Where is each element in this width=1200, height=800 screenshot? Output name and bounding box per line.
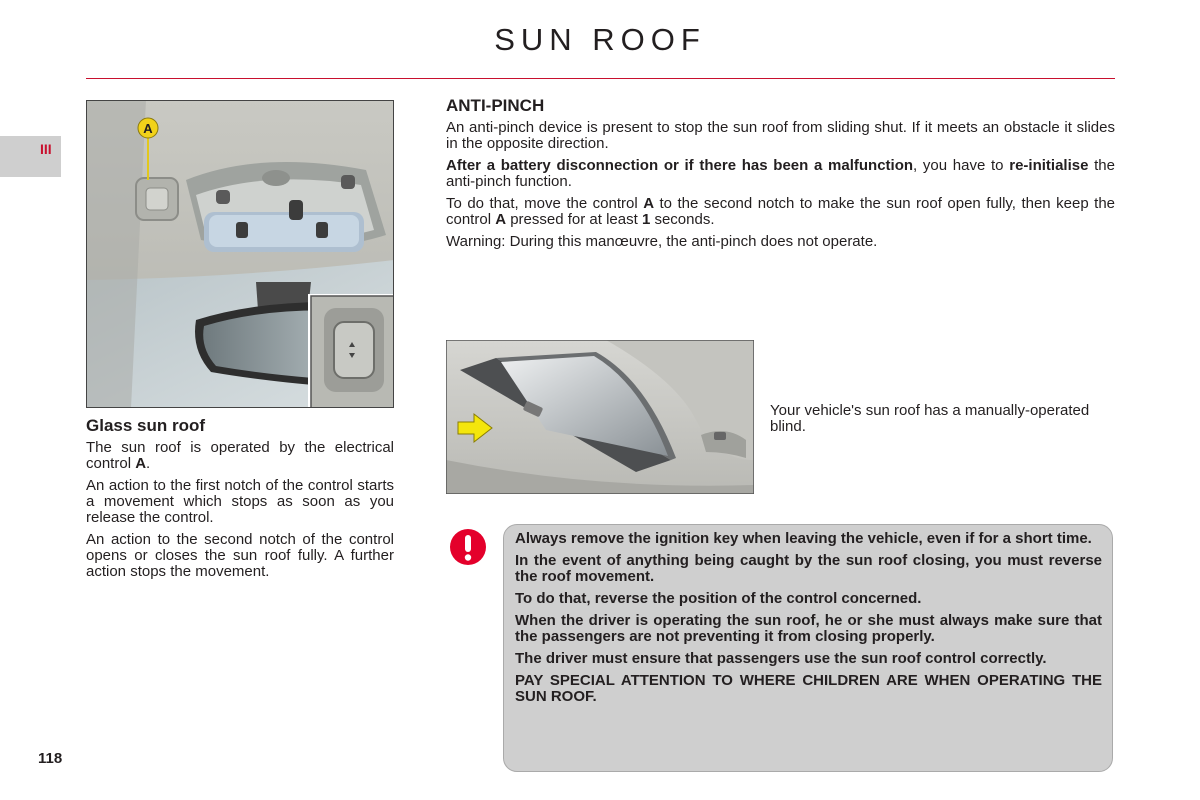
sun-roof-blind-photo xyxy=(446,340,754,494)
anti-pinch-heading: ANTI-PINCH xyxy=(446,96,545,115)
exclamation-warning-icon xyxy=(449,528,487,566)
blind-caption: Your vehicle's sun roof has a manually-operated blind. xyxy=(770,402,1090,435)
page-number: 118 xyxy=(38,750,63,767)
glass-sun-roof-heading: Glass sun roof xyxy=(86,416,206,435)
anti-pinch-para-1: An anti-pinch device is present to stop the sun roof from sliding shut. If it meets an obstacle it slides in the opposite direction. xyxy=(446,119,1115,152)
glass-sun-roof-para-3: An action to the second notch of the control opens or closes the sun roof fully. A further action stops the movement. xyxy=(86,531,394,580)
warning-line-5: The driver must ensure that passengers use the sun roof control correctly. xyxy=(515,650,1047,667)
warning-line-2: In the event of anything being caught by the sun roof closing, you must reverse the roof movement. xyxy=(515,552,1102,585)
anti-pinch-para-3: To do that, move the control A to the second notch to make the sun roof open fully, then keep the control A pressed for at least 1 seconds. xyxy=(446,195,1115,228)
anti-pinch-para-2: After a battery disconnection or if there has been a malfunction, you have to re-initialise the anti-pinch function. xyxy=(446,157,1115,190)
warning-line-3: To do that, reverse the position of the control concerned. xyxy=(515,590,922,607)
warning-line-6: PAY SPECIAL ATTENTION TO WHERE CHILDREN ARE WHEN OPERATING THE SUN ROOF. xyxy=(515,672,1102,705)
warning-line-4: When the driver is operating the sun roof, he or she must always make sure that the passengers are not preventing it from closing properly. xyxy=(515,612,1102,645)
chapter-tab xyxy=(0,136,61,177)
warning-box xyxy=(503,524,1113,772)
chapter-number: III xyxy=(40,141,52,157)
page-title: SUN ROOF xyxy=(494,22,706,57)
callout-label-a: A xyxy=(143,121,153,136)
control-console-photo xyxy=(86,100,394,408)
anti-pinch-para-4: Warning: During this manœuvre, the anti-pinch does not operate. xyxy=(446,233,878,250)
warning-line-1: Always remove the ignition key when leaving the vehicle, even if for a short time. xyxy=(515,530,1092,547)
glass-sun-roof-para-2: An action to the first notch of the control starts a movement which stops as soon as you release the control. xyxy=(86,477,394,526)
glass-sun-roof-para-1: The sun roof is operated by the electrical control A. xyxy=(86,439,394,472)
title-divider xyxy=(86,78,1115,79)
